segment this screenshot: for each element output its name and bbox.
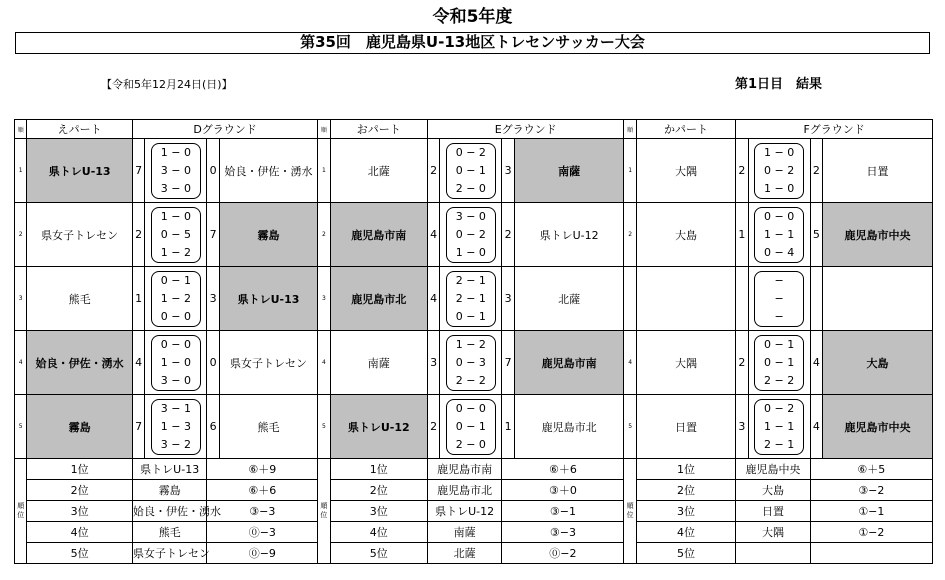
- rank-team: 大隅: [736, 522, 810, 543]
- away-team: 南薩: [514, 139, 624, 203]
- period-score: 0 − 1: [455, 164, 486, 177]
- home-score: 7: [132, 395, 144, 459]
- ranking-row: [15, 543, 933, 564]
- score-bracket: [151, 335, 201, 391]
- rank-points: ③−3: [502, 522, 624, 543]
- period-score: 3 − 0: [455, 210, 486, 223]
- period-score: 0 − 0: [455, 402, 486, 415]
- away-score: 7: [207, 203, 219, 267]
- period-scores: [440, 267, 502, 331]
- away-score: 6: [207, 395, 219, 459]
- home-team: 南薩: [330, 331, 427, 395]
- away-score: 3: [207, 267, 219, 331]
- score-bracket: [754, 399, 804, 455]
- home-score: 7: [132, 139, 144, 203]
- rank-position: 2位: [27, 480, 133, 501]
- score-bracket: [446, 335, 496, 391]
- period-score: 1 − 2: [160, 292, 191, 305]
- score-bracket: [446, 399, 496, 455]
- rank-position: 3位: [330, 501, 427, 522]
- period-score: 1 − 0: [160, 146, 191, 159]
- away-score: 7: [502, 331, 514, 395]
- part-name: かパート: [636, 120, 735, 139]
- rank-team: 県トレU-12: [427, 501, 501, 522]
- home-team: 県女子トレセン: [27, 203, 133, 267]
- rank-label: 順位: [318, 459, 330, 564]
- home-team: 県トレU-13: [27, 139, 133, 203]
- away-score: 4: [810, 331, 822, 395]
- score-bracket: [754, 271, 804, 327]
- rank-position: 5位: [636, 543, 735, 564]
- rank-points: ③−3: [207, 501, 318, 522]
- away-team: 鹿児島市北: [514, 395, 624, 459]
- match-no: 3: [15, 267, 27, 331]
- home-score: 2: [736, 139, 748, 203]
- away-team: 大島: [823, 331, 933, 395]
- rank-points: ③−2: [810, 480, 932, 501]
- period-score: 0 − 3: [455, 356, 486, 369]
- ranking-row: [15, 522, 933, 543]
- tournament-title: 第35回 鹿児島県U-13地区トレセンサッカー大会: [15, 32, 930, 54]
- match-no: 4: [624, 331, 636, 395]
- match-no: 1: [15, 139, 27, 203]
- rank-points: ⓪−2: [502, 543, 624, 564]
- away-team: 姶良・伊佐・湧水: [219, 139, 317, 203]
- period-score: 0 − 1: [455, 420, 486, 433]
- home-score: 4: [132, 331, 144, 395]
- match-no: 2: [15, 203, 27, 267]
- score-bracket: [754, 207, 804, 263]
- score-bracket: [151, 399, 201, 455]
- period-score: 3 − 0: [160, 164, 191, 177]
- match-no: 1: [624, 139, 636, 203]
- away-team: 鹿児島市中央: [823, 203, 933, 267]
- rank-label: 順位: [624, 459, 636, 564]
- rank-points: ③＋0: [502, 480, 624, 501]
- rank-team: 日置: [736, 501, 810, 522]
- period-score: −: [774, 292, 784, 305]
- rank-position: 1位: [330, 459, 427, 480]
- away-score: 3: [502, 267, 514, 331]
- period-score: 2 − 1: [764, 438, 795, 451]
- match-no: 5: [15, 395, 27, 459]
- ranking-row: [15, 480, 933, 501]
- period-score: 3 − 2: [160, 438, 191, 451]
- header-no: 順: [624, 120, 636, 139]
- home-team: 大隅: [636, 331, 735, 395]
- score-bracket: [446, 271, 496, 327]
- ranking-row: [15, 501, 933, 522]
- rank-position: 1位: [27, 459, 133, 480]
- away-score: 1: [502, 395, 514, 459]
- home-score: 1: [132, 267, 144, 331]
- home-team: 鹿児島市北: [330, 267, 427, 331]
- score-bracket: [151, 143, 201, 199]
- home-score: 4: [427, 267, 439, 331]
- home-team: 大島: [636, 203, 735, 267]
- away-team: 北薩: [514, 267, 624, 331]
- rank-team: 県女子トレセン: [132, 543, 206, 564]
- match-row: [15, 395, 933, 459]
- part-name: おパート: [330, 120, 427, 139]
- home-score: 2: [427, 139, 439, 203]
- away-score: 0: [207, 139, 219, 203]
- away-team: 県トレU-13: [219, 267, 317, 331]
- match-no: 5: [624, 395, 636, 459]
- away-score: [810, 267, 822, 331]
- period-scores: [440, 203, 502, 267]
- away-team: 鹿児島市中央: [823, 395, 933, 459]
- period-score: 1 − 0: [455, 246, 486, 259]
- away-team: 霧島: [219, 203, 317, 267]
- home-team: 北薩: [330, 139, 427, 203]
- rank-points: ⓪−9: [207, 543, 318, 564]
- period-score: 0 − 2: [764, 164, 795, 177]
- away-score: 3: [502, 139, 514, 203]
- period-score: 1 − 0: [160, 356, 191, 369]
- rank-points: ③−1: [502, 501, 624, 522]
- score-bracket: [754, 143, 804, 199]
- period-scores: [748, 331, 810, 395]
- rank-position: 3位: [636, 501, 735, 522]
- home-team: 霧島: [27, 395, 133, 459]
- score-bracket: [151, 271, 201, 327]
- period-score: 0 − 0: [160, 338, 191, 351]
- away-score: 0: [207, 331, 219, 395]
- period-score: 2 − 1: [455, 292, 486, 305]
- period-score: 1 − 0: [764, 182, 795, 195]
- match-no: 4: [318, 331, 330, 395]
- match-no: 4: [15, 331, 27, 395]
- rank-points: [810, 543, 932, 564]
- period-score: 2 − 0: [455, 438, 486, 451]
- match-no: [624, 267, 636, 331]
- period-score: 0 − 1: [160, 274, 191, 287]
- home-team: 鹿児島市南: [330, 203, 427, 267]
- period-score: 3 − 0: [160, 374, 191, 387]
- ground-name: Fグラウンド: [736, 120, 933, 139]
- rank-team: [736, 543, 810, 564]
- score-bracket: [446, 207, 496, 263]
- rank-position: 4位: [27, 522, 133, 543]
- period-score: 0 − 0: [764, 210, 795, 223]
- header-no: 順: [15, 120, 27, 139]
- home-team: 姶良・伊佐・湧水: [27, 331, 133, 395]
- match-no: 1: [318, 139, 330, 203]
- match-row: [15, 267, 933, 331]
- period-score: 0 − 2: [764, 402, 795, 415]
- period-score: 1 − 0: [764, 146, 795, 159]
- period-score: 1 − 3: [160, 420, 191, 433]
- ground-name: Dグラウンド: [132, 120, 317, 139]
- home-score: 2: [736, 331, 748, 395]
- period-scores: [145, 331, 207, 395]
- period-scores: [145, 267, 207, 331]
- rank-points: ⑥＋6: [207, 480, 318, 501]
- away-team: 県トレU-12: [514, 203, 624, 267]
- rank-team: 熊毛: [132, 522, 206, 543]
- match-row: [15, 331, 933, 395]
- home-score: 2: [132, 203, 144, 267]
- away-score: 4: [810, 395, 822, 459]
- ranking-row: [15, 459, 933, 480]
- rank-team: 鹿児島中央: [736, 459, 810, 480]
- period-scores: [748, 395, 810, 459]
- match-no: 2: [624, 203, 636, 267]
- rank-position: 2位: [636, 480, 735, 501]
- period-scores: [145, 139, 207, 203]
- result-label: 第1日目 結果: [735, 77, 823, 92]
- rank-team: 鹿児島市南: [427, 459, 501, 480]
- rank-position: 2位: [330, 480, 427, 501]
- period-scores: [440, 139, 502, 203]
- period-scores: [440, 331, 502, 395]
- rank-points: ⑥＋9: [207, 459, 318, 480]
- period-score: 0 − 2: [455, 228, 486, 241]
- score-bracket: [446, 143, 496, 199]
- period-score: 1 − 2: [160, 246, 191, 259]
- period-scores: [145, 395, 207, 459]
- home-team: 県トレU-12: [330, 395, 427, 459]
- period-score: −: [774, 274, 784, 287]
- home-score: 1: [736, 203, 748, 267]
- rank-points: ①−2: [810, 522, 932, 543]
- rank-points: ①−1: [810, 501, 932, 522]
- ground-name: Eグラウンド: [427, 120, 624, 139]
- period-score: 1 − 1: [764, 420, 795, 433]
- period-score: 2 − 0: [455, 182, 486, 195]
- home-team: 熊毛: [27, 267, 133, 331]
- period-score: 0 − 1: [764, 338, 795, 351]
- rank-position: 5位: [330, 543, 427, 564]
- period-score: 0 − 5: [160, 228, 191, 241]
- rank-team: 県トレU-13: [132, 459, 206, 480]
- home-score: 3: [736, 395, 748, 459]
- part-name: えパート: [27, 120, 133, 139]
- rank-team: 南薩: [427, 522, 501, 543]
- period-score: 0 − 1: [764, 356, 795, 369]
- period-scores: [145, 203, 207, 267]
- period-score: 0 − 2: [455, 146, 486, 159]
- match-no: 3: [318, 267, 330, 331]
- match-no: 5: [318, 395, 330, 459]
- rank-position: 4位: [330, 522, 427, 543]
- away-team: 日置: [823, 139, 933, 203]
- header-no: 順: [318, 120, 330, 139]
- away-team: 鹿児島市南: [514, 331, 624, 395]
- period-score: 1 − 0: [160, 210, 191, 223]
- rank-position: 3位: [27, 501, 133, 522]
- results-table: [14, 119, 933, 564]
- rank-position: 4位: [636, 522, 735, 543]
- period-score: 0 − 0: [160, 310, 191, 323]
- period-score: 1 − 2: [455, 338, 486, 351]
- period-score: 1 − 1: [764, 228, 795, 241]
- home-team: 日置: [636, 395, 735, 459]
- rank-team: 姶良・伊佐・湧水: [132, 501, 206, 522]
- home-score: [736, 267, 748, 331]
- period-score: −: [774, 310, 784, 323]
- period-score: 0 − 1: [455, 310, 486, 323]
- away-score: 2: [502, 203, 514, 267]
- rank-team: 大島: [736, 480, 810, 501]
- period-score: 2 − 2: [764, 374, 795, 387]
- rank-team: 霧島: [132, 480, 206, 501]
- score-bracket: [754, 335, 804, 391]
- match-no: 2: [318, 203, 330, 267]
- period-scores: [748, 267, 810, 331]
- away-score: 2: [810, 139, 822, 203]
- rank-team: 鹿児島市北: [427, 480, 501, 501]
- home-score: 3: [427, 331, 439, 395]
- score-bracket: [151, 207, 201, 263]
- away-score: 5: [810, 203, 822, 267]
- period-scores: [748, 203, 810, 267]
- match-row: [15, 139, 933, 203]
- home-team: 大隅: [636, 139, 735, 203]
- period-score: 3 − 0: [160, 182, 191, 195]
- home-score: 4: [427, 203, 439, 267]
- period-scores: [748, 139, 810, 203]
- away-team: 県女子トレセン: [219, 331, 317, 395]
- rank-position: 1位: [636, 459, 735, 480]
- period-scores: [440, 395, 502, 459]
- rank-team: 北薩: [427, 543, 501, 564]
- away-team: [823, 267, 933, 331]
- period-score: 2 − 1: [455, 274, 486, 287]
- rank-label: 順位: [15, 459, 27, 564]
- period-score: 0 − 4: [764, 246, 795, 259]
- rank-points: ⓪−3: [207, 522, 318, 543]
- rank-points: ⑥＋6: [502, 459, 624, 480]
- period-score: 2 − 2: [455, 374, 486, 387]
- match-row: [15, 203, 933, 267]
- home-score: 2: [427, 395, 439, 459]
- period-score: 3 − 1: [160, 402, 191, 415]
- away-team: 熊毛: [219, 395, 317, 459]
- page-title: 令和5年度: [432, 7, 513, 27]
- rank-points: ⑥＋5: [810, 459, 932, 480]
- home-team: [636, 267, 735, 331]
- rank-position: 5位: [27, 543, 133, 564]
- event-date: 【令和5年12月24日(日)】: [101, 78, 233, 91]
